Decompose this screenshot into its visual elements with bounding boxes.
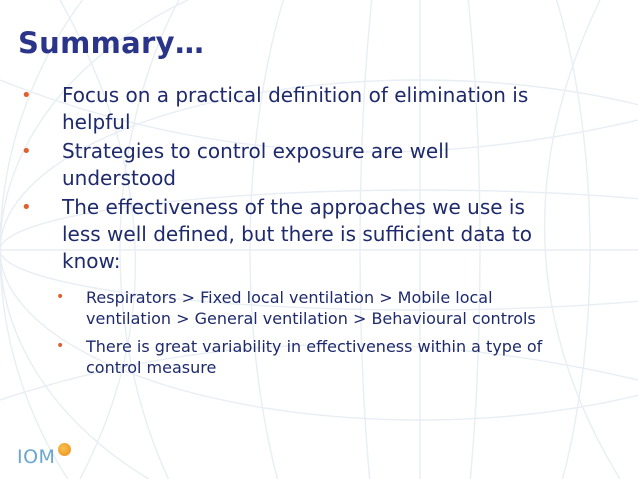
bullet-item — [0, 82, 620, 136]
bullet-icon: • — [21, 197, 32, 218]
sub-bullet-icon: • — [56, 289, 65, 305]
sub-bullet-item — [50, 287, 620, 329]
bullet-text: The effectiveness of the approaches we use is less well defined, but there is sufficient data to know: — [62, 195, 532, 273]
bullet-item — [0, 194, 620, 378]
bullet-text: Strategies to control exposure are well understood — [62, 139, 450, 190]
slide-title: Summary… — [18, 26, 205, 60]
sub-bullet-text: Respirators > Fixed local ventilation > Mobile local ventilation > General ventilation > Behavioural controls — [86, 288, 536, 328]
logo-text: IOM — [17, 446, 56, 468]
bullet-list — [0, 82, 620, 378]
bullet-icon: • — [21, 141, 32, 162]
sub-bullet-list — [50, 287, 620, 378]
bullet-item — [0, 138, 620, 192]
bullet-text: Focus on a practical definition of elimination is helpful — [62, 83, 529, 134]
sub-bullet-text: There is great variability in effectiveness within a type of control measure — [86, 337, 543, 377]
sub-bullet-item — [50, 336, 620, 378]
sub-bullet-icon: • — [56, 338, 65, 354]
logo-dot-icon — [58, 443, 71, 456]
bullet-icon: • — [21, 85, 32, 106]
